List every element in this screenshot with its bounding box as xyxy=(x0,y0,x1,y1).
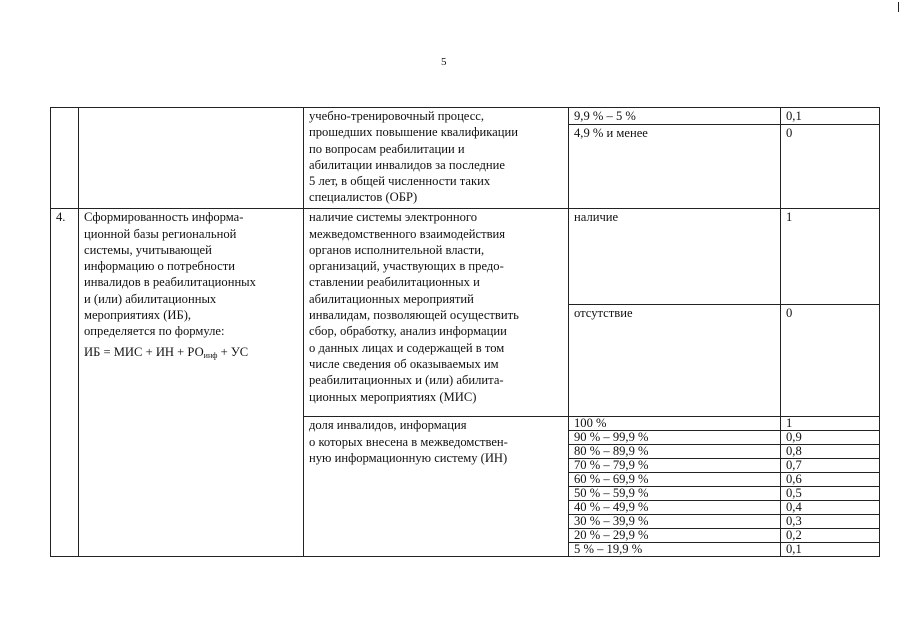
range-cell: 9,9 % – 5 % xyxy=(569,108,781,125)
score-cell: 0 xyxy=(781,305,880,417)
range-cell: 20 % – 29,9 % xyxy=(569,529,781,543)
score-cell: 0,8 xyxy=(781,445,880,459)
score-cell: 0,1 xyxy=(781,108,880,125)
formula-main: ИБ = МИС + ИН + РО xyxy=(84,344,204,359)
range-cell: 50 % – 59,9 % xyxy=(569,487,781,501)
range-cell: 100 % xyxy=(569,417,781,431)
score-cell: 0,4 xyxy=(781,501,880,515)
option-cell: наличие xyxy=(569,209,781,305)
score-cell: 0,9 xyxy=(781,431,880,445)
score-cell: 1 xyxy=(781,417,880,431)
option-cell: отсутствие xyxy=(569,305,781,417)
score-cell: 0,2 xyxy=(781,529,880,543)
indicator-cell: учебно-тренировочный процесс, прошедших повышение квалификации по вопросам реабилитации и абилитации инвалидов за последние 5 лет, в общей численности таких специалистов (ОБР) xyxy=(304,108,569,209)
formula-subscript: инф xyxy=(203,350,218,360)
indicator-cell: доля инвалидов, информация о которых внесена в межведомствен- ную информационную систему (ИН) xyxy=(304,417,569,557)
range-cell: 60 % – 69,9 % xyxy=(569,473,781,487)
table-row xyxy=(51,209,880,305)
score-cell: 0,7 xyxy=(781,459,880,473)
table-row xyxy=(51,108,880,125)
range-cell: 70 % – 79,9 % xyxy=(569,459,781,473)
criterion-text: Сформированность информа- ционной базы региональной системы, учитывающей информацию о потребности инвалидов в реабилитационных и (или) абилитационных мероприятиях (ИБ), определяется по формуле: xyxy=(84,210,256,339)
score-cell: 0,5 xyxy=(781,487,880,501)
criterion-cell xyxy=(79,209,304,557)
indicator-cell: наличие системы электронного межведомственного взаимодействия органов исполнительной власти, организаций, участвующих в предо- ставлении реабилитационных и абилитационных мероприятий инвалидам, позволяющей осуществить сбор, обработку, анализ информации о данных лицах и содержащей в том числе сведения об оказываемых им реабилитационных и (или) абилита- ционных мероприятиях (МИС) xyxy=(304,209,569,417)
formula xyxy=(84,344,300,360)
range-cell: 30 % – 39,9 % xyxy=(569,515,781,529)
criteria-table xyxy=(50,107,880,557)
scan-edge-mark xyxy=(898,2,899,12)
page-number: 5 xyxy=(441,56,447,68)
score-cell: 0,1 xyxy=(781,543,880,557)
range-cell: 40 % – 49,9 % xyxy=(569,501,781,515)
row-number-cell xyxy=(51,108,79,209)
score-cell: 0 xyxy=(781,125,880,209)
range-cell: 5 % – 19,9 % xyxy=(569,543,781,557)
score-cell: 0,3 xyxy=(781,515,880,529)
score-cell: 1 xyxy=(781,209,880,305)
criterion-cell xyxy=(79,108,304,209)
formula-tail: + УС xyxy=(217,344,249,359)
range-cell: 4,9 % и менее xyxy=(569,125,781,209)
range-cell: 90 % – 99,9 % xyxy=(569,431,781,445)
score-cell: 0,6 xyxy=(781,473,880,487)
row-number-cell: 4. xyxy=(51,209,79,557)
range-cell: 80 % – 89,9 % xyxy=(569,445,781,459)
